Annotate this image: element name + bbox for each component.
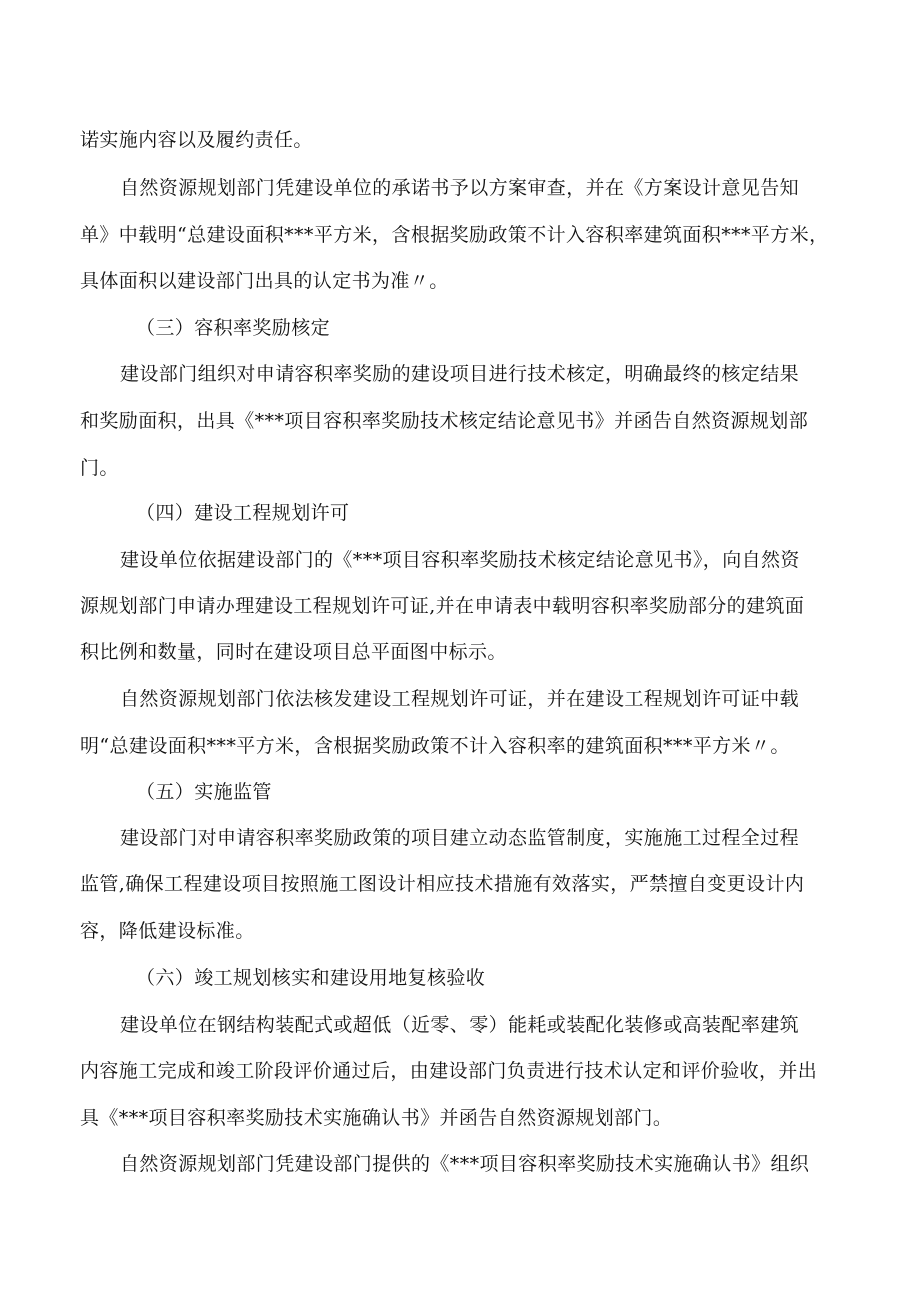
paragraph-line: 监管,确保工程建设项目按照施工图设计相应技术措施有效落实，严禁擅自变更设计内 bbox=[80, 873, 805, 895]
paragraph-line: 门。 bbox=[80, 457, 119, 479]
paragraph-line: 建设单位依据建设部门的《***项目容积率奖励技术核定结论意见书》，向自然资 bbox=[120, 549, 800, 571]
section-heading: （六）竣工规划核实和建设用地复核验收 bbox=[136, 967, 486, 989]
paragraph-line: 容，降低建设标准。 bbox=[80, 920, 255, 942]
paragraph-line: 建设部门组织对申请容积率奖励的建设项目进行技术核定，明确最终的核定结果 bbox=[120, 363, 800, 385]
paragraph-line: 内容施工完成和竣工阶段评价通过后，由建设部门负责进行技术认定和评价验收，并出 bbox=[80, 1060, 818, 1082]
paragraph-line: 明“总建设面积***平方米，含根据奖励政策不计入容积率的建筑面积***平方米〃。 bbox=[80, 735, 790, 757]
section-heading: （四）建设工程规划许可 bbox=[136, 502, 350, 524]
paragraph-line: 建设部门对申请容积率奖励政策的项目建立动态监管制度，实施施工过程全过程 bbox=[120, 827, 800, 849]
paragraph-line: 诺实施内容以及履约责任。 bbox=[80, 129, 313, 151]
paragraph-line: 自然资源规划部门依法核发建设工程规划许可证，并在建设工程规划许可证中载 bbox=[120, 688, 800, 710]
paragraph-line: 建设单位在钢结构装配式或超低（近零、零）能耗或装配化装修或高装配率建筑 bbox=[120, 1014, 800, 1036]
paragraph-line: 自然资源规划部门凭建设部门提供的《***项目容积率奖励技术实施确认书》组织 bbox=[120, 1153, 810, 1175]
paragraph-line: 具《***项目容积率奖励技术实施确认书》并函告自然资源规划部门。 bbox=[80, 1107, 673, 1129]
section-heading: （三）容积率奖励核定 bbox=[136, 317, 331, 339]
section-heading: （五）实施监管 bbox=[136, 781, 272, 803]
paragraph-line: 具体面积以建设部门出具的认定书为准〃。 bbox=[80, 270, 449, 292]
paragraph-line: 单》中载明“总建设面积***平方米，含根据奖励政策不计入容积率建筑面积***平方米， bbox=[80, 224, 829, 246]
paragraph-line: 自然资源规划部门凭建设单位的承诺书予以方案审查，并在《方案设计意见告知 bbox=[120, 177, 800, 199]
paragraph-line: 和奖励面积，出具《***项目容积率奖励技术核定结论意见书》并函告自然资源规划部 bbox=[80, 410, 809, 432]
paragraph-line: 积比例和数量，同时在建设项目总平面图中标示。 bbox=[80, 641, 507, 663]
paragraph-line: 源规划部门申请办理建设工程规划许可证,并在申请表中载明容积率奖励部分的建筑面 bbox=[80, 595, 805, 617]
